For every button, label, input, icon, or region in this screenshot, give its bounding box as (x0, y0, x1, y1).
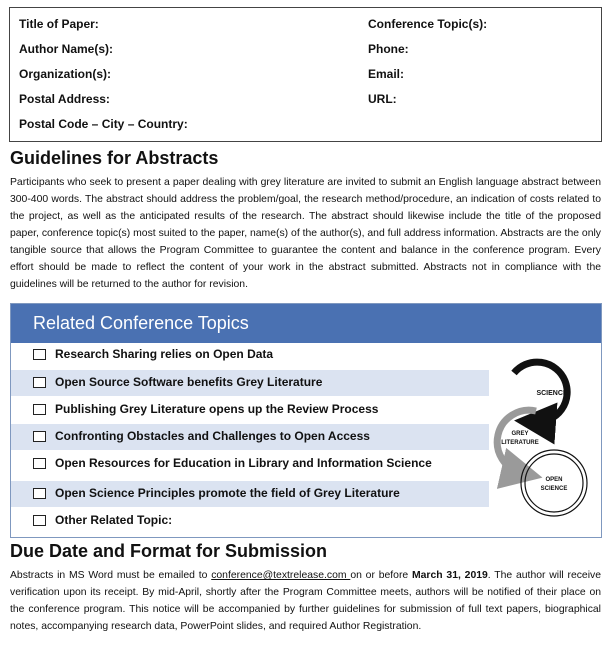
guidelines-paragraph: Participants who seek to present a paper dealing with grey literature are invited to submit an English language abstract between 300-400 words. The abstract should address the problem/goal, the research method/procedure, an indication of costs related to the project, as well as the anticipated results of the research. The abstract should likewise include the title of the proposed paper, conference topic(s) most suited to the paper, name(s) of the author(s), and full address information. Abstracts are the only tangible source that allows the Program Committee to guarantee the content and balance in the conference program. Every effort should be made to reflect the content of your work in the abstract submitted. Abstracts not in compliance with the guidelines will be returned to the author for revision. (10, 177, 601, 290)
topics-heading: Related Conference Topics (33, 313, 249, 333)
due-date-heading: Due Date and Format for Submission (10, 541, 328, 561)
topic-label: Open Science Principles promote the field of Grey Literature (55, 486, 400, 500)
due-date-paragraph (10, 567, 601, 635)
due-text-mid: on or before (350, 570, 412, 581)
email-label: Email: (368, 67, 405, 81)
topic-checkbox[interactable] (33, 404, 46, 415)
grey-label: GREY (511, 431, 529, 437)
topic-label: Publishing Grey Literature opens up the Review Process (55, 402, 379, 416)
submission-form-box (9, 7, 602, 142)
conference-email-link[interactable]: conference@textrelease.com (211, 570, 351, 581)
postal-address-label: Postal Address: (19, 92, 110, 106)
topic-checkbox[interactable] (33, 431, 46, 442)
topic-row[interactable] (11, 370, 489, 396)
topic-row[interactable] (11, 508, 489, 534)
topic-checkbox[interactable] (33, 488, 46, 499)
postal-code-city-country-label: Postal Code – City – Country: (19, 117, 188, 131)
guidelines-heading: Guidelines for Abstracts (10, 148, 219, 168)
topic-row[interactable] (11, 481, 489, 507)
topic-checkbox[interactable] (33, 377, 46, 388)
title-of-paper-label: Title of Paper: (19, 17, 99, 31)
topic-checkbox[interactable] (33, 349, 46, 360)
open-science-label: SCIENCE (540, 486, 568, 492)
due-date-value: March 31, 2019 (412, 570, 488, 581)
topic-row[interactable] (11, 451, 489, 477)
topic-label: Open Source Software benefits Grey Literature (55, 375, 323, 389)
topic-row[interactable] (11, 424, 489, 450)
topic-row[interactable] (11, 342, 489, 368)
science-label: SCIENCE (536, 390, 568, 397)
open-label: OPEN (545, 477, 563, 483)
science-cycle-diagram (492, 355, 597, 525)
phone-label: Phone: (368, 42, 409, 56)
literature-label: LITERATURE (501, 440, 539, 446)
topic-label: Other Related Topic: (55, 513, 173, 527)
author-names-label: Author Name(s): (19, 42, 114, 56)
open-science-inner-ring (525, 454, 583, 512)
open-science-outer-ring (521, 450, 587, 516)
conference-topics-label: Conference Topic(s): (368, 17, 488, 31)
topics-header (11, 304, 601, 343)
topic-checkbox[interactable] (33, 515, 46, 526)
topic-label: Open Resources for Education in Library and Information Science (55, 456, 432, 470)
url-label: URL: (368, 92, 397, 106)
topic-row[interactable] (11, 397, 489, 423)
organizations-label: Organization(s): (19, 67, 111, 81)
due-text-rest: . The author will receive verification upon its receipt. By mid-April, shortly after the Program Committee meets, authors will be notified of their place on the conference program. This notice will be accompanied by further guidelines for submission of full text papers, biographical notes, accompanying research data, PowerPoint slides, and required Author Registration. (10, 570, 601, 632)
topic-checkbox[interactable] (33, 458, 46, 469)
due-text-intro: Abstracts in MS Word must be emailed to (10, 570, 212, 581)
topic-label: Research Sharing relies on Open Data (55, 347, 274, 361)
topic-label: Confronting Obstacles and Challenges to Open Access (55, 429, 370, 443)
